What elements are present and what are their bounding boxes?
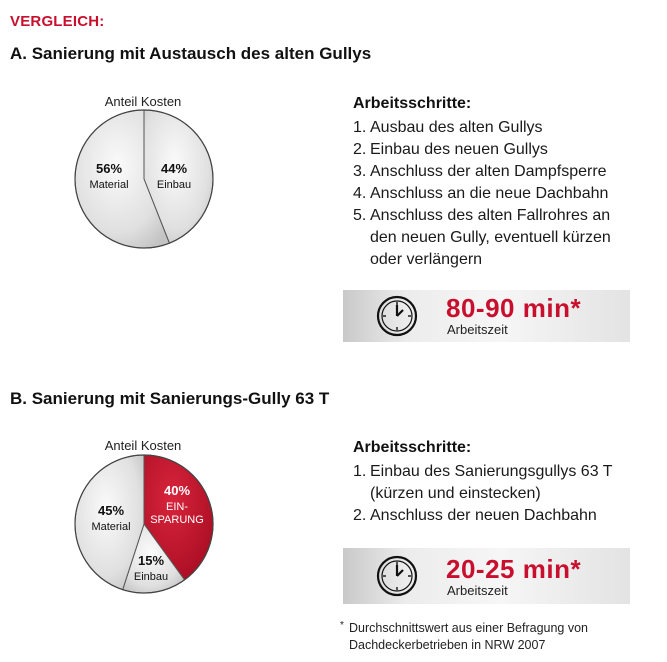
pie-category-label: Einbau xyxy=(133,571,169,583)
pie-percent-label: 45% xyxy=(97,503,125,518)
step-item xyxy=(353,139,611,161)
pie-a-caption: Anteil Kosten xyxy=(104,94,182,109)
step-item xyxy=(353,117,611,139)
section-b-steps-title: Arbeitsschritte: xyxy=(353,439,472,456)
pie-category-label: SPARUNG xyxy=(150,514,204,526)
pie-chart-a xyxy=(73,108,215,250)
step-text: oder verlängern xyxy=(370,251,483,268)
section-b-time-box xyxy=(343,548,630,604)
step-number: 2. xyxy=(353,507,367,524)
pie-b-caption: Anteil Kosten xyxy=(104,438,182,453)
footnote xyxy=(340,620,588,654)
step-text: Ausbau des alten Gullys xyxy=(370,119,543,136)
step-item xyxy=(353,505,613,527)
pie-percent-label: 56% xyxy=(95,161,123,176)
step-item xyxy=(353,161,611,183)
step-number: 3. xyxy=(353,163,367,180)
pie-category-label: Material xyxy=(91,521,131,533)
step-text: Anschluss der alten Dampfsperre xyxy=(370,163,607,180)
step-number: 5. xyxy=(353,207,367,224)
section-a-steps-list xyxy=(353,117,611,271)
step-text: Anschluss an die neue Dachbahn xyxy=(370,185,609,202)
step-item xyxy=(353,205,611,227)
section-b-steps-list xyxy=(353,461,613,527)
step-text: Anschluss der neuen Dachbahn xyxy=(370,507,597,524)
step-item xyxy=(353,483,613,505)
step-number xyxy=(353,249,370,271)
footnote-line: Durchschnittswert aus einer Befragung von xyxy=(349,621,589,635)
step-text: Einbau des Sanierungsgullys 63 T xyxy=(370,463,613,480)
step-number: 1. xyxy=(353,463,367,480)
pie-chart-b xyxy=(73,453,215,595)
step-number xyxy=(353,483,370,505)
step-number: 1. xyxy=(353,119,367,136)
section-a-time-box xyxy=(343,290,630,342)
pie-category-label: Einbau xyxy=(156,179,192,191)
step-text: den neuen Gully, eventuell kürzen xyxy=(370,229,611,246)
section-a-time-value: 80-90 min* xyxy=(446,293,582,323)
pie-percent-label: 44% xyxy=(160,161,188,176)
section-b-time-value: 20-25 min* xyxy=(446,554,582,584)
pie-percent-label: 15% xyxy=(137,553,165,568)
clock-icon xyxy=(375,294,419,338)
comparison-label: VERGLEICH: xyxy=(10,13,105,30)
step-text: Anschluss des alten Fallrohres an xyxy=(370,207,611,224)
pie-category-label: EIN- xyxy=(166,501,188,513)
footnote-marker: * xyxy=(340,620,344,631)
step-item xyxy=(353,249,611,271)
step-text: (kürzen und einstecken) xyxy=(370,485,541,502)
section-a-steps-title: Arbeitsschritte: xyxy=(353,95,472,112)
pie-category-label: Material xyxy=(89,179,129,191)
step-item xyxy=(353,461,613,483)
section-b-title: B. Sanierung mit Sanierungs-Gully 63 T xyxy=(10,389,330,408)
step-item xyxy=(353,183,611,205)
section-a-time-label: Arbeitszeit xyxy=(447,322,508,337)
step-number: 2. xyxy=(353,141,367,158)
footnote-line: Dachdeckerbetrieben in NRW 2007 xyxy=(349,638,546,652)
step-number: 4. xyxy=(353,185,367,202)
clock-icon xyxy=(375,554,419,598)
step-text: Einbau des neuen Gullys xyxy=(370,141,548,158)
section-a-title: A. Sanierung mit Austausch des alten Gullys xyxy=(10,44,372,63)
pie-percent-label: 40% xyxy=(163,483,191,498)
step-item xyxy=(353,227,611,249)
section-b-time-label: Arbeitszeit xyxy=(447,583,508,598)
step-number xyxy=(353,227,370,249)
